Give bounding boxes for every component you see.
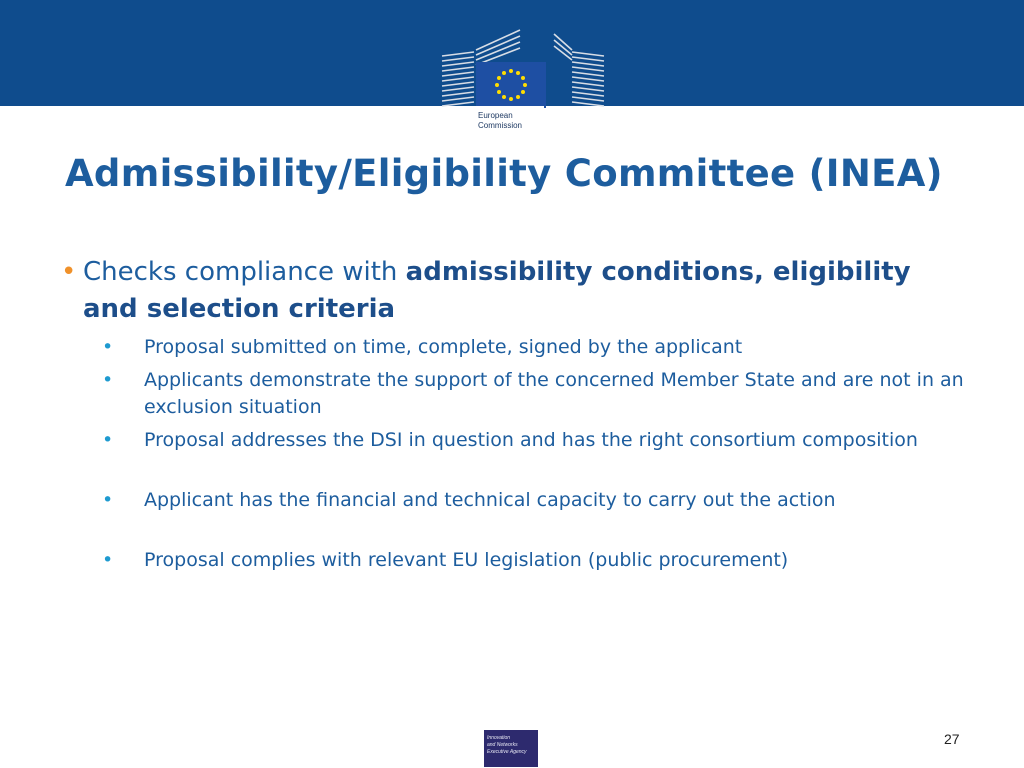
main-bullet [83,254,963,328]
european-commission-logo [440,28,606,142]
inea-logo-line-2: and Networks [487,742,518,748]
logo-text-box [474,106,544,138]
sub-bullet-5: Proposal complies with relevant EU legislation (public procurement) [144,549,789,571]
inea-logo-line-3: Executive Agency [487,749,527,755]
main-bullet-marker: • [61,257,77,287]
main-bullet-bold: admissibility conditions, eligibility and selection criteria [83,257,911,324]
sub-bullet-marker: • [102,549,114,571]
sub-bullet-marker: • [102,369,114,391]
inea-logo [484,730,538,767]
sub-bullet-1: Proposal submitted on time, complete, signed by the applicant [144,336,743,358]
page-number: 27 [944,731,960,747]
logo-line-2: Commission [478,121,523,130]
main-bullet-plain: Checks compliance with [83,257,406,287]
sub-bullet-4: Applicant has the financial and technical capacity to carry out the action [144,489,836,511]
logo-line-1: European [478,111,513,120]
slide-title: Admissibility/Eligibility Committee (INEA) [65,152,943,195]
sub-bullet-3: Proposal addresses the DSI in question and has the right consortium composition [144,429,918,451]
inea-logo-line-1: Innovation [487,735,511,741]
sub-bullet-marker: • [102,336,114,358]
sub-bullet-2: Applicants demonstrate the support of the concerned Member State and are not in an exclusion situation [144,369,964,418]
sub-bullet-marker: • [102,489,114,511]
eu-flag-icon [476,62,546,108]
sub-bullet-marker: • [102,429,114,451]
